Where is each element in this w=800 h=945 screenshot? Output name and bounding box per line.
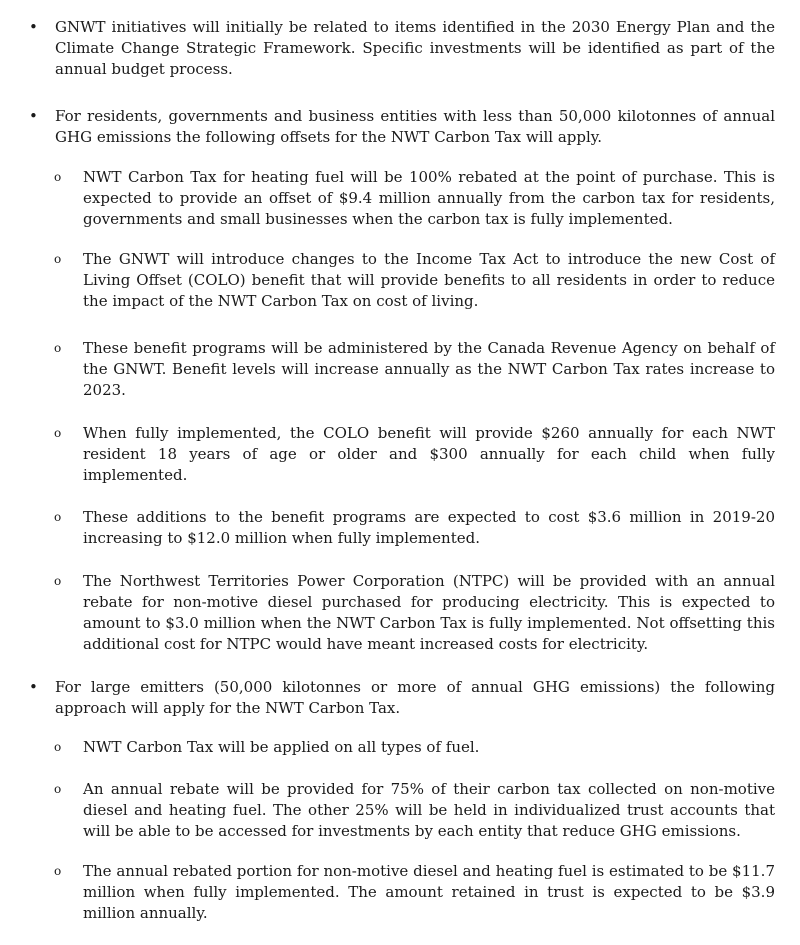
- subbullet-item-colo-benefit: [54, 249, 775, 312]
- paragraph-text: An annual rebate will be provided for 75% of their carbon tax collected on non-motive diesel and heating fuel. The other 25% will be held in individualized trust accounts that will be able to be accessed for investments by each entity that reduce GHG emissions.: [83, 780, 775, 840]
- bullet-circle-icon: o: [54, 864, 62, 878]
- bullet-disc-icon: •: [29, 18, 38, 36]
- paragraph-text: NWT Carbon Tax will be applied on all types of fuel.: [83, 738, 480, 756]
- bullet-item-residents-offsets: [29, 106, 775, 148]
- bullet-disc-icon: •: [29, 678, 38, 696]
- bullet-circle-icon: o: [54, 341, 62, 355]
- subbullet-item-cra-administration: [54, 338, 775, 401]
- bullet-circle-icon: o: [54, 510, 62, 524]
- paragraph-text: NWT Carbon Tax for heating fuel will be 100% rebated at the point of purchase. This is expected to provide an offset of $9.4 million annually from the carbon tax for residents, governments and small businesses when the carbon tax is fully implemented.: [83, 168, 775, 228]
- subbullet-item-rebated-portion: [54, 861, 775, 924]
- bullet-circle-icon: o: [54, 426, 62, 440]
- bullet-disc-icon: •: [29, 107, 38, 125]
- paragraph-text: GNWT initiatives will initially be related to items identified in the 2030 Energy Plan and the Climate Change Strategic Framework. Specific investments will be identified as part of the annual budget process.: [55, 18, 775, 78]
- subbullet-item-ntpc-rebate: [54, 571, 775, 655]
- bullet-item-large-emitters: [29, 677, 775, 719]
- subbullet-item-program-costs: [54, 507, 775, 549]
- paragraph-text: For residents, governments and business entities with less than 50,000 kilotonnes of annual GHG emissions the following offsets for the NWT Carbon Tax will apply.: [55, 107, 775, 146]
- bullet-circle-icon: o: [54, 782, 62, 796]
- paragraph-text: The GNWT will introduce changes to the Income Tax Act to introduce the new Cost of Living Offset (COLO) benefit that will provide benefits to all residents in order to reduce the impact of the NWT Carbon Tax on cost of living.: [83, 250, 775, 310]
- bullet-circle-icon: o: [54, 574, 62, 588]
- paragraph-text: The Northwest Territories Power Corporation (NTPC) will be provided with an annual rebate for non-motive diesel purchased for producing electricity. This is expected to amount to $3.0 million when the NWT Carbon Tax is fully implemented. Not offsetting this additional cost for NTPC would have meant increased costs for electricity.: [83, 572, 775, 653]
- paragraph-text: For large emitters (50,000 kilotonnes or more of annual GHG emissions) the following approach will apply for the NWT Carbon Tax.: [55, 678, 775, 717]
- subbullet-item-all-fuel-types: [54, 737, 775, 758]
- subbullet-item-heating-fuel-rebate: [54, 167, 775, 230]
- paragraph-text: These benefit programs will be administered by the Canada Revenue Agency on behalf of the GNWT. Benefit levels will increase annually as the NWT Carbon Tax rates increase to 2023.: [83, 339, 775, 399]
- paragraph-text: These additions to the benefit programs are expected to cost $3.6 million in 2019-20 increasing to $12.0 million when fully implemented.: [83, 508, 775, 547]
- bullet-circle-icon: o: [54, 170, 62, 184]
- bullet-circle-icon: o: [54, 740, 62, 754]
- subbullet-item-annual-rebate-75: [54, 779, 775, 842]
- paragraph-text: The annual rebated portion for non-motive diesel and heating fuel is estimated to be $11.7 million when fully implemented. The amount retained in trust is expected to be $3.9 million annually.: [83, 862, 775, 922]
- bullet-circle-icon: o: [54, 252, 62, 266]
- subbullet-item-colo-amounts: [54, 423, 775, 486]
- bullet-item-gnwt-initiatives: [29, 17, 775, 80]
- paragraph-text: When fully implemented, the COLO benefit will provide $260 annually for each NWT resident 18 years of age or older and $300 annually for each child when fully implemented.: [83, 424, 775, 484]
